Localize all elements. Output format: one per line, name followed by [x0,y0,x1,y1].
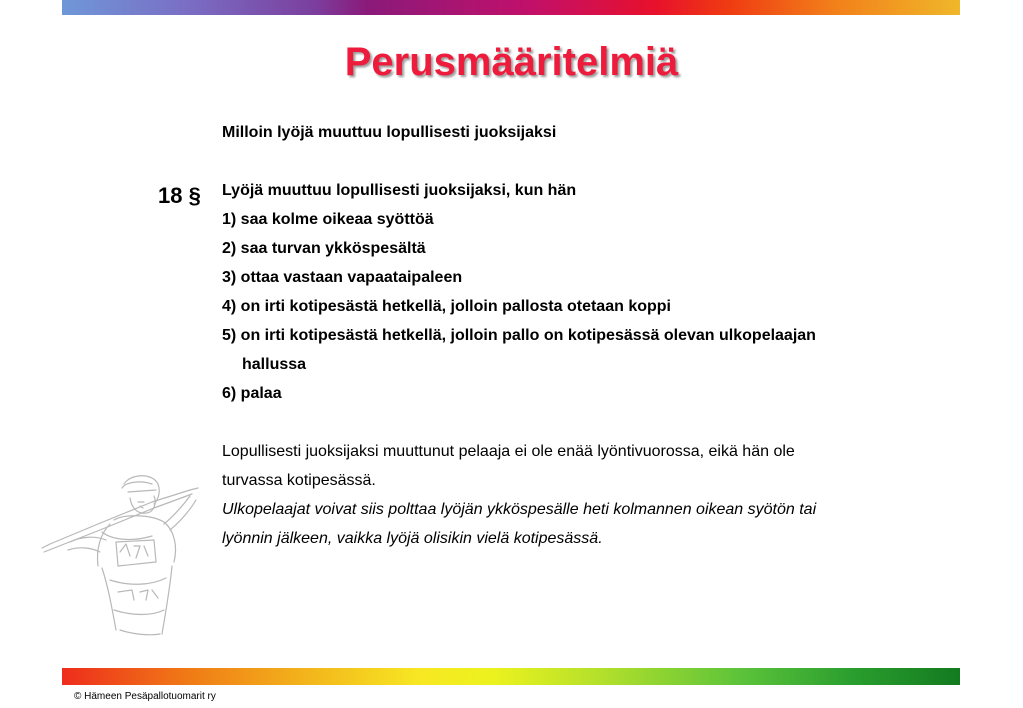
content-heading: Milloin lyöjä muuttuu lopullisesti juoksijaksi [222,124,557,141]
rule-item-1: 1) saa kolme oikeaa syöttöä [222,211,434,228]
rule-item-6: 6) palaa [222,385,282,402]
batter-player-sketch-icon [40,470,205,648]
rule-item-2: 2) saa turvan ykköspesältä [222,240,426,257]
rule-item-5-continued: hallussa [242,356,307,373]
explanation-line-2: turvassa kotipesässä. [222,472,376,489]
note-line-2: lyönnin jälkeen, vaikka lyöjä olisikin vielä kotipesässä. [222,530,603,547]
explanation-line-1: Lopullisesti juoksijaksi muuttunut pelaaja ei ole enää lyöntivuorossa, eikä hän ole [222,443,795,460]
slide-title: Perusmääritelmiä [344,40,679,84]
top-gradient-bar [62,0,960,15]
rule-item-3: 3) ottaa vastaan vapaataipaleen [222,269,463,286]
note-line-1: Ulkopelaajat voivat siis polttaa lyöjän ykköspesälle heti kolmannen oikean syötön tai [222,501,817,518]
spacer [222,147,942,176]
rule-intro: Lyöjä muuttuu lopullisesti juoksijaksi, kun hän [222,182,577,199]
slide-content [222,118,942,553]
spacer [222,408,942,437]
rule-item-5: 5) on irti kotipesästä hetkellä, jolloin pallo on kotipesässä olevan ulkopelaajan [222,327,816,344]
section-number: 18 § [158,183,201,208]
bottom-gradient-bar [62,668,960,685]
copyright-footer: © Hämeen Pesäpallotuomarit ry [74,691,216,702]
rule-item-4: 4) on irti kotipesästä hetkellä, jolloin pallosta otetaan koppi [222,298,671,315]
